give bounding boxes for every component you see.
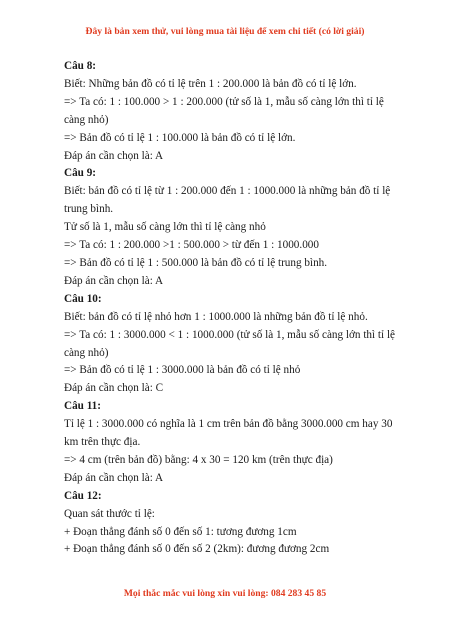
answer-line: => Ta có: 1 : 100.000 > 1 : 200.000 (tử số là 1, mẫu số càng lớn thì tỉ lệ càng nhỏ) — [64, 95, 384, 126]
answer-line: Biết: bản đồ có tỉ lệ nhỏ hơn 1 : 1000.000 là những bản đồ tỉ lệ nhỏ. — [64, 310, 368, 323]
answer-line: + Đoạn thẳng đánh số 0 đến số 1: tương đương 1cm — [64, 525, 297, 538]
question-heading: Câu 11: — [64, 400, 101, 413]
answer-line: => 4 cm (trên bản đồ) bằng: 4 x 30 = 120 km (trên thực địa) — [64, 453, 333, 466]
answer-line: Đáp án cần chọn là: C — [64, 382, 164, 395]
preview-notice: Đây là bản xem thử, vui lòng mua tài liệu để xem chi tiết (có lời giải) — [85, 26, 365, 37]
document-body — [64, 58, 400, 559]
answer-line: Biết: Những bản đồ có tỉ lệ trên 1 : 200.000 là bản đồ có tỉ lệ lớn. — [64, 77, 357, 90]
answer-line: Tử số là 1, mẫu số càng lớn thì tỉ lệ càng nhỏ — [64, 221, 266, 234]
answer-line: + Đoạn thẳng đánh số 0 đến số 2 (2km): đương đương 2cm — [64, 543, 330, 556]
answer-line: => Bản đồ có tỉ lệ 1 : 3000.000 là bản đồ có tỉ lệ nhỏ — [64, 364, 301, 377]
question-heading: Câu 12: — [64, 489, 102, 502]
answer-line: => Bản đồ có tỉ lệ 1 : 500.000 là bản đồ có tỉ lệ trung bình. — [64, 256, 328, 269]
answer-line: Đáp án cần chọn là: A — [64, 471, 164, 484]
answer-line: Đáp án cần chọn là: A — [64, 149, 164, 162]
answer-line: Đáp án cần chọn là: A — [64, 274, 164, 287]
answer-line: => Ta có: 1 : 200.000 >1 : 500.000 > từ đến 1 : 1000.000 — [64, 239, 319, 252]
question-heading: Câu 10: — [64, 292, 102, 305]
answer-line: => Bản đồ có tỉ lệ 1 : 100.000 là bản đồ có tỉ lệ lớn. — [64, 131, 296, 144]
answer-line: Biết: bản đồ có tỉ lệ từ 1 : 200.000 đến 1 : 1000.000 là những bản đồ tỉ lệ trung bình. — [64, 185, 391, 216]
question-heading: Câu 8: — [64, 60, 97, 72]
question-heading: Câu 9: — [64, 167, 97, 180]
answer-line: Tỉ lệ 1 : 3000.000 có nghĩa là 1 cm trên bản đồ bằng 3000.000 cm hay 30 km trên thực địa. — [64, 418, 393, 449]
contact-footer: Mọi thắc mắc vui lòng xin vui lòng: 084 283 45 85 — [123, 588, 327, 599]
answer-line: => Ta có: 1 : 3000.000 < 1 : 1000.000 (tử số là 1, mẫu số càng lớn thì tỉ lệ càng nhỏ) — [64, 328, 396, 359]
answer-line: Quan sát thước tỉ lệ: — [64, 507, 155, 520]
